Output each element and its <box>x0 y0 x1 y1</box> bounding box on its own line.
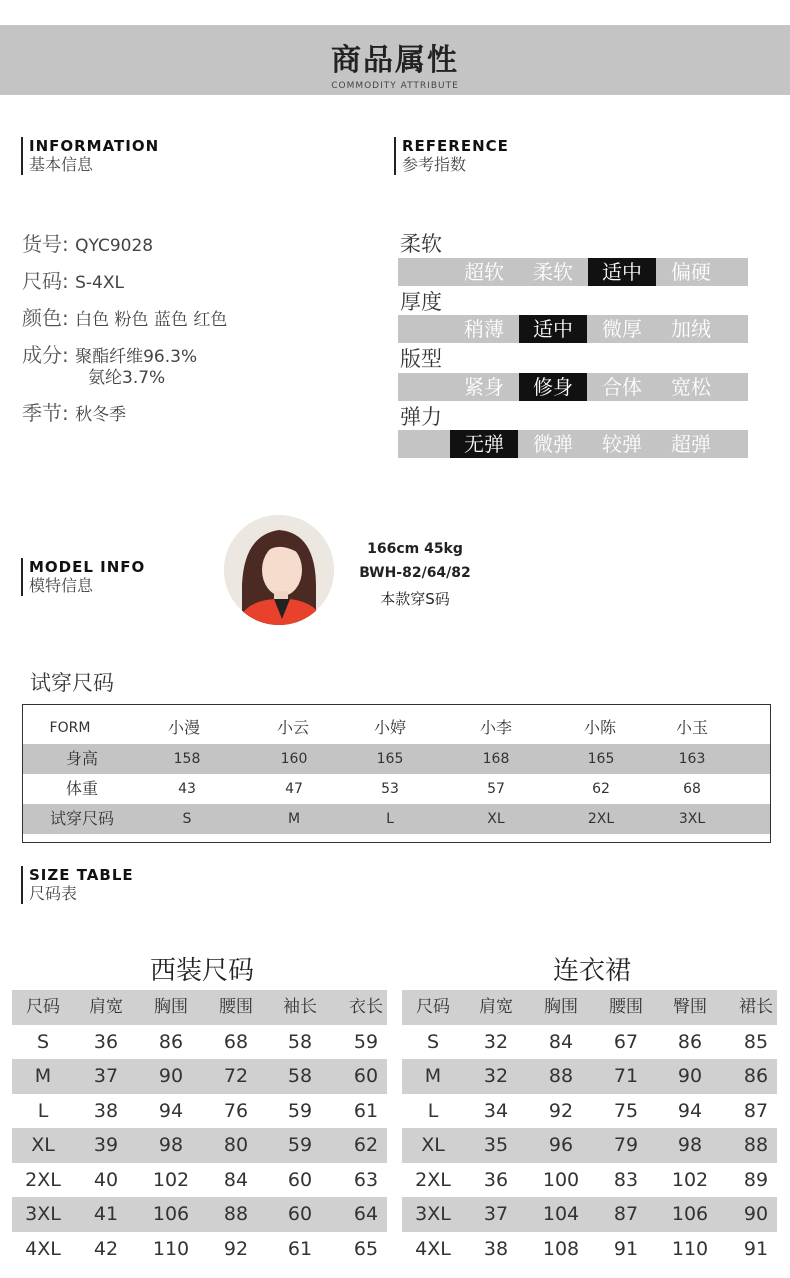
table-cell: 102 <box>152 1168 190 1191</box>
attribute-banner <box>0 25 790 95</box>
table-cell: 59 <box>353 1030 379 1053</box>
table-row <box>402 1197 777 1232</box>
table-header-cell: 肩宽 <box>479 997 513 1017</box>
table-row <box>23 774 770 804</box>
info-label: 货号: <box>22 232 69 256</box>
reference-label-fit: 版型 <box>400 347 442 371</box>
table-cell: 62 <box>353 1134 379 1156</box>
table-cell: 65 <box>353 1237 379 1260</box>
table-cell: 75 <box>613 1099 639 1122</box>
reference-bar-thickness <box>398 315 748 343</box>
table-row <box>12 1197 387 1232</box>
table-header-cell: 腰围 <box>219 997 253 1017</box>
reference-heading <box>394 137 509 175</box>
reference-label-thickness: 厚度 <box>400 290 442 314</box>
table-cell: 163 <box>678 751 706 767</box>
reference-option-selected: 无弹 <box>450 430 518 458</box>
table-row <box>402 1025 777 1060</box>
model-info-heading <box>21 558 145 596</box>
table-cell: 90 <box>158 1065 184 1087</box>
table-cell: 64 <box>353 1203 379 1225</box>
info-item-no <box>22 228 153 257</box>
table-cell: 80 <box>223 1134 249 1156</box>
table-cell: 100 <box>542 1168 580 1191</box>
table-row <box>23 804 770 834</box>
table-cell: S <box>182 811 192 827</box>
table-cell: 94 <box>677 1099 703 1122</box>
table-cell: 98 <box>677 1134 703 1156</box>
reference-option-selected: 适中 <box>588 258 656 286</box>
table-row <box>12 1232 387 1267</box>
dress-size-title: 连衣裙 <box>552 956 631 986</box>
info-label: 尺码: <box>22 269 69 293</box>
table-cell: 165 <box>587 751 615 767</box>
table-row <box>402 1059 777 1094</box>
table-cell: 94 <box>158 1099 184 1122</box>
model-size-worn: 本款穿S码 <box>380 590 450 608</box>
table-cell: 41 <box>93 1203 119 1225</box>
table-cell: L <box>37 1099 49 1122</box>
table-cell: 43 <box>178 781 196 797</box>
table-cell: 61 <box>287 1237 313 1260</box>
table-cell: M <box>424 1065 442 1087</box>
info-value: 白色 粉色 蓝色 红色 <box>75 310 228 330</box>
table-cell: 87 <box>613 1203 639 1225</box>
table-cell: 3XL <box>25 1203 61 1225</box>
reference-heading-en: REFERENCE <box>402 137 509 155</box>
table-cell: 106 <box>671 1203 709 1225</box>
table-cell: 102 <box>671 1168 709 1191</box>
table-cell: 106 <box>152 1203 190 1225</box>
table-cell: 40 <box>93 1168 119 1191</box>
table-cell: L <box>427 1099 439 1122</box>
table-cell: L <box>386 811 394 827</box>
info-material <box>22 339 198 388</box>
table-cell: M <box>287 811 301 827</box>
table-header-cell: 小玉 <box>675 718 708 737</box>
table-header-cell: 尺码 <box>416 997 450 1017</box>
table-header-row <box>402 990 777 1025</box>
reference-option: 较弹 <box>602 432 642 456</box>
info-value-secondary: 氨纶3.7% <box>88 368 166 388</box>
info-value: QYC9028 <box>75 236 154 256</box>
table-cell: 108 <box>542 1237 580 1260</box>
information-heading-en: INFORMATION <box>29 137 160 155</box>
info-value: 聚酯纤维96.3% <box>75 347 198 367</box>
table-row <box>402 1094 777 1129</box>
table-cell: 84 <box>548 1030 574 1053</box>
table-row <box>12 1025 387 1060</box>
reference-option: 偏硬 <box>671 260 711 284</box>
information-heading <box>21 137 159 175</box>
model-info-heading-en: MODEL INFO <box>29 558 146 576</box>
table-cell: 71 <box>613 1065 639 1087</box>
suit-size-title: 西装尺码 <box>149 956 254 986</box>
table-cell: 104 <box>542 1203 580 1225</box>
table-cell: 85 <box>743 1030 769 1053</box>
model-avatar <box>224 515 334 625</box>
table-cell: 89 <box>743 1168 769 1191</box>
table-cell: 68 <box>683 781 701 797</box>
table-row-label: 身高 <box>65 749 98 768</box>
table-cell: 2XL <box>587 811 615 827</box>
table-cell: 88 <box>743 1134 769 1156</box>
table-row <box>402 1163 777 1198</box>
table-cell: 60 <box>287 1168 313 1191</box>
reference-option: 宽松 <box>671 375 711 399</box>
info-label: 成分: <box>22 343 69 367</box>
banner-title: 商品属性 <box>331 43 459 78</box>
table-cell: 4XL <box>25 1237 61 1260</box>
table-cell: 39 <box>93 1134 119 1156</box>
table-header-cell: 小李 <box>479 718 512 737</box>
table-cell: 86 <box>677 1030 703 1053</box>
table-cell: 98 <box>158 1134 184 1156</box>
table-cell: S <box>36 1030 50 1053</box>
table-header-cell: 臀围 <box>673 997 707 1017</box>
table-cell: 91 <box>743 1237 769 1260</box>
table-cell: 110 <box>671 1237 709 1260</box>
model-info-heading-zh: 模特信息 <box>29 576 94 595</box>
table-header-cell: 尺码 <box>26 997 60 1017</box>
table-cell: 34 <box>483 1099 509 1122</box>
reference-option: 紧身 <box>464 375 504 399</box>
table-cell: 57 <box>487 781 505 797</box>
table-cell: 3XL <box>678 811 706 827</box>
table-header-cell: 小云 <box>276 718 309 737</box>
info-size <box>22 265 124 294</box>
table-cell: 79 <box>613 1134 639 1156</box>
table-cell: 60 <box>287 1203 313 1225</box>
table-row-label: 体重 <box>65 779 98 798</box>
dress-size-table <box>402 990 777 1266</box>
table-cell: 60 <box>353 1065 379 1087</box>
table-header-cell: 胸围 <box>544 997 578 1017</box>
table-cell: 165 <box>376 751 404 767</box>
table-header-cell: 小婷 <box>373 718 406 737</box>
table-cell: 88 <box>548 1065 574 1087</box>
table-cell: 158 <box>173 751 201 767</box>
table-cell: 59 <box>287 1134 313 1156</box>
reference-option: 稍薄 <box>464 317 504 341</box>
table-header-row <box>23 713 770 743</box>
info-season <box>22 397 126 426</box>
reference-option-selected: 适中 <box>519 315 587 343</box>
table-row <box>402 1128 777 1163</box>
table-cell: M <box>34 1065 52 1087</box>
table-cell: 36 <box>93 1030 119 1053</box>
table-cell: 3XL <box>415 1203 451 1225</box>
banner-subtitle: COMMODITY ATTRIBUTE <box>331 81 459 91</box>
reference-option: 微弹 <box>533 432 573 456</box>
table-cell: 92 <box>223 1237 249 1260</box>
table-cell: 58 <box>287 1065 313 1087</box>
table-cell: 2XL <box>25 1168 61 1191</box>
table-header-cell: 肩宽 <box>89 997 123 1017</box>
table-cell: 62 <box>592 781 610 797</box>
reference-label-softness: 柔软 <box>400 232 442 256</box>
table-header-cell: FORM <box>49 720 91 736</box>
table-cell: 160 <box>280 751 308 767</box>
table-header-cell: 胸围 <box>154 997 188 1017</box>
table-row <box>12 1128 387 1163</box>
table-row <box>402 1232 777 1267</box>
table-cell: XL <box>421 1134 445 1156</box>
table-cell: 83 <box>613 1168 639 1191</box>
table-cell: S <box>426 1030 440 1053</box>
table-header-cell: 腰围 <box>609 997 643 1017</box>
reference-bar-fit <box>398 373 748 401</box>
table-cell: 86 <box>743 1065 769 1087</box>
model-portrait-icon <box>224 515 334 625</box>
table-cell: 59 <box>287 1099 313 1122</box>
table-header-cell: 小陈 <box>583 718 616 737</box>
size-table-heading-en: SIZE TABLE <box>29 866 134 884</box>
table-cell: 32 <box>483 1065 509 1087</box>
table-cell: 63 <box>353 1168 379 1191</box>
table-cell: 58 <box>287 1030 313 1053</box>
table-header-cell: 衣长 <box>349 997 383 1017</box>
table-row <box>12 1094 387 1129</box>
table-cell: 38 <box>93 1099 119 1122</box>
table-header-cell: 袖长 <box>283 997 317 1017</box>
table-cell: 84 <box>223 1168 249 1191</box>
table-cell: 168 <box>482 751 510 767</box>
reference-label-elasticity: 弹力 <box>400 405 442 429</box>
table-cell: XL <box>31 1134 55 1156</box>
reference-heading-zh: 参考指数 <box>402 155 467 174</box>
table-cell: 91 <box>613 1237 639 1260</box>
reference-option: 加绒 <box>671 317 711 341</box>
model-bwh: BWH-82/64/82 <box>359 565 471 581</box>
reference-option: 超弹 <box>671 432 711 456</box>
table-cell: 72 <box>223 1065 249 1087</box>
table-header-row <box>12 990 387 1025</box>
table-cell: 67 <box>613 1030 639 1053</box>
table-cell: 35 <box>483 1134 509 1156</box>
table-cell: 2XL <box>415 1168 451 1191</box>
trial-size-title: 试穿尺码 <box>30 671 114 695</box>
info-value: S-4XL <box>75 273 124 293</box>
info-value: 秋冬季 <box>75 405 127 425</box>
table-cell: 37 <box>93 1065 119 1087</box>
table-cell: 86 <box>158 1030 184 1053</box>
table-cell: 96 <box>548 1134 574 1156</box>
trial-size-table <box>22 704 771 843</box>
info-label: 颜色: <box>22 306 69 330</box>
table-cell: 87 <box>743 1099 769 1122</box>
info-color <box>22 302 227 331</box>
table-cell: 42 <box>93 1237 119 1260</box>
information-heading-zh: 基本信息 <box>29 155 94 174</box>
table-cell: 32 <box>483 1030 509 1053</box>
reference-bar-softness <box>398 258 748 286</box>
table-cell: 4XL <box>415 1237 451 1260</box>
suit-size-table <box>12 990 387 1266</box>
table-cell: 68 <box>223 1030 249 1053</box>
table-row-label: 试穿尺码 <box>49 809 114 828</box>
table-row <box>12 1059 387 1094</box>
table-cell: 90 <box>743 1203 769 1225</box>
reference-option: 柔软 <box>533 260 573 284</box>
table-cell: 37 <box>483 1203 509 1225</box>
table-cell: 88 <box>223 1203 249 1225</box>
table-header-cell: 小漫 <box>167 718 200 737</box>
reference-bar-elasticity <box>398 430 748 458</box>
table-cell: 92 <box>548 1099 574 1122</box>
table-cell: 90 <box>677 1065 703 1087</box>
size-table-heading <box>21 866 134 904</box>
reference-option: 超软 <box>464 260 504 284</box>
table-cell: 61 <box>353 1099 379 1122</box>
size-table-heading-zh: 尺码表 <box>29 884 78 903</box>
table-cell: XL <box>487 811 505 827</box>
table-header-cell: 裙长 <box>739 997 773 1017</box>
table-cell: 53 <box>381 781 399 797</box>
info-label: 季节: <box>22 401 69 425</box>
reference-option: 微厚 <box>602 317 642 341</box>
table-cell: 110 <box>152 1237 190 1260</box>
table-row <box>12 1163 387 1198</box>
model-height-weight: 166cm 45kg <box>367 541 463 557</box>
reference-option: 合体 <box>602 375 642 399</box>
table-cell: 76 <box>223 1099 249 1122</box>
table-cell: 47 <box>285 781 303 797</box>
table-cell: 38 <box>483 1237 509 1260</box>
reference-option-selected: 修身 <box>519 373 587 401</box>
table-row <box>23 744 770 774</box>
table-cell: 36 <box>483 1168 509 1191</box>
